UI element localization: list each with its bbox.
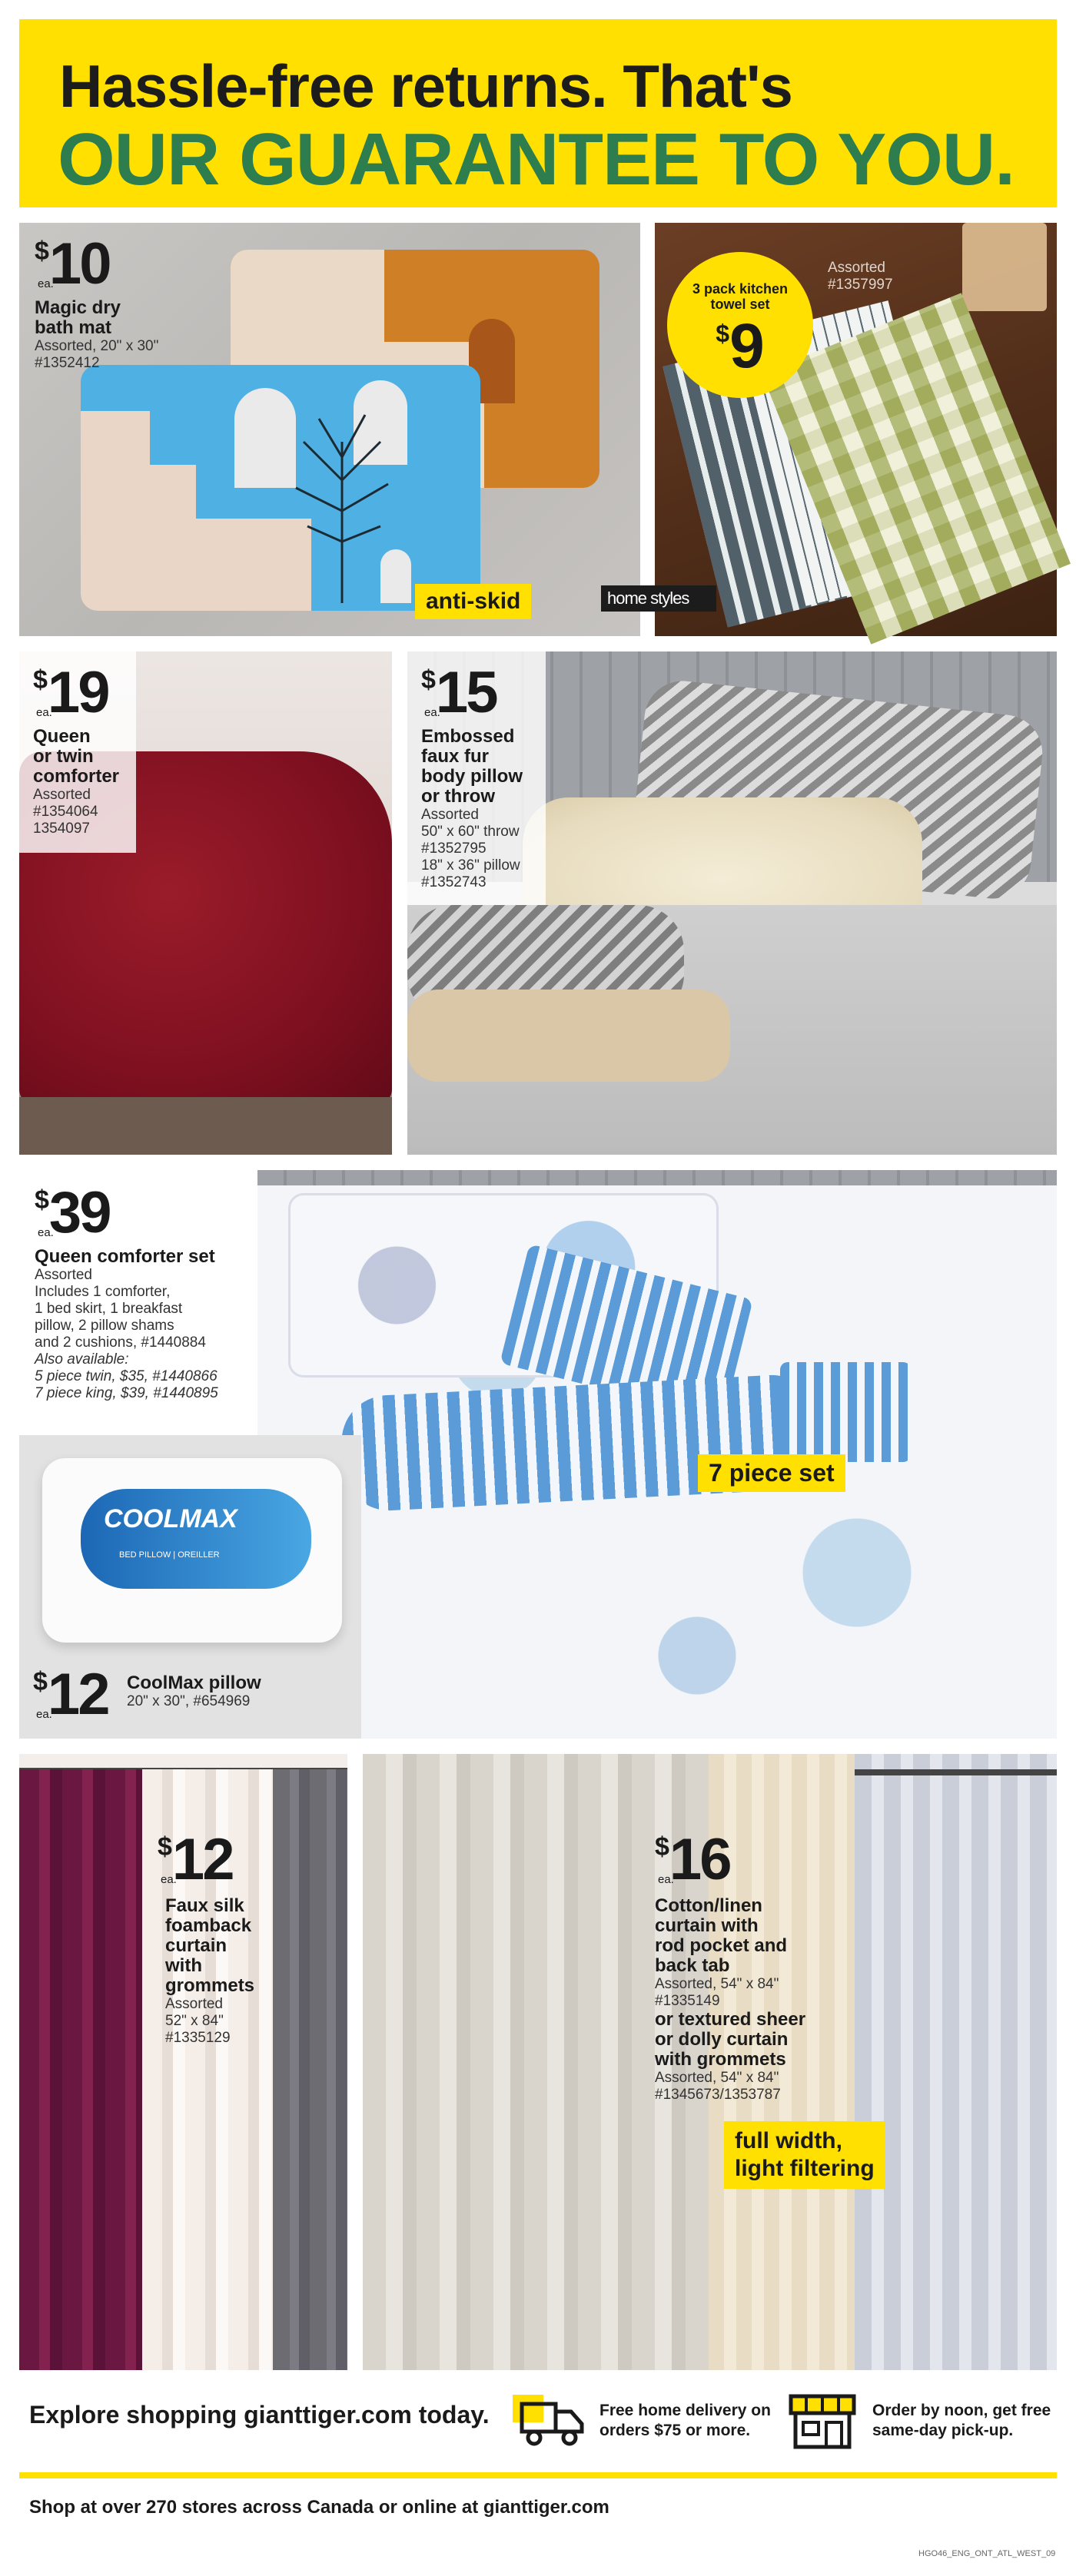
page-code: HGO46_ENG_ONT_ATL_WEST_09 xyxy=(918,2549,1056,2558)
guarantee-banner xyxy=(19,19,1057,207)
curtain2-price: $16 ea. xyxy=(655,1827,730,1892)
coolmax-pillow-panel[interactable] xyxy=(19,1435,361,1739)
full-width-tag: full width, light filtering xyxy=(724,2121,885,2189)
towel-price-badge: 3 pack kitchen towel set $9 xyxy=(667,252,813,398)
curtain1-info: Faux silk foamback curtain with grommets Assorted 52" x 84" #1335129 xyxy=(165,1895,255,2046)
curtain1-price: $12 ea. xyxy=(158,1827,233,1892)
purple-curtain-image xyxy=(19,1769,142,2378)
banner-line-1: Hassle-free returns. That's xyxy=(59,52,792,120)
kitchen-towels-panel[interactable] xyxy=(607,223,1057,636)
comforter-set-info: Queen comforter set Assorted Includes 1 comforter, 1 bed skirt, 1 breakfast pillow, 2 pillow shams and 2 cushions, #1440884 Also available: 5 piece twin, $35, #1440866 7 piece king, $39, #1440895 xyxy=(35,1246,218,1401)
anti-skid-tag: anti-skid xyxy=(415,584,531,619)
bath-mat-blue-image xyxy=(81,365,480,611)
body-pillow-panel[interactable] xyxy=(407,651,1057,1155)
pillow-price: $15 ea. xyxy=(421,660,496,725)
curtain2-rod-image xyxy=(855,1769,1057,1775)
palm-plant-icon xyxy=(288,411,396,603)
jar-image xyxy=(962,223,1047,311)
dolly-curtain-image xyxy=(855,1754,1057,2378)
folded-throw-image xyxy=(407,990,730,1082)
comforter-set-price: $39 ea. xyxy=(35,1180,110,1245)
small-cushion-image xyxy=(780,1362,911,1462)
store-pickup-icon xyxy=(788,2393,857,2451)
coolmax-info: CoolMax pillow 20" x 30", #654969 xyxy=(127,1673,261,1709)
delivery-truck-icon xyxy=(511,2393,588,2451)
grey-curtain-image xyxy=(273,1769,347,2378)
pickup-info: Order by noon, get free same-day pick-up. xyxy=(872,2402,1051,2439)
footer xyxy=(0,2370,1076,2470)
stores-text[interactable]: Shop at over 270 stores across Canada or online at gianttiger.com xyxy=(29,2497,609,2518)
coolmax-pillow-image: COOLMAX BED PILLOW | OREILLER xyxy=(42,1458,342,1643)
comforter-price: $19 ea. xyxy=(33,660,108,725)
seven-piece-set-tag: 7 piece set xyxy=(698,1454,845,1492)
faux-silk-curtain-panel[interactable] xyxy=(19,1754,347,2378)
towels-info: Assorted #1357997 xyxy=(828,260,893,293)
bath-mat-price: $10 ea. xyxy=(35,231,110,297)
footer-divider xyxy=(19,2472,1057,2478)
bath-mat-panel[interactable] xyxy=(19,223,640,636)
curtain2-info: Cotton/linen curtain with rod pocket and back tab Assorted, 54" x 84" #1335149 or textured sheer or dolly curtain with grommets Assorted, 54" x 84" #1345673/1353787 xyxy=(655,1895,806,2103)
coolmax-price: $12 ea. xyxy=(33,1662,108,1727)
comforter-panel[interactable] xyxy=(19,651,392,1155)
bath-mat-info: Magic dry bath mat Assorted, 20" x 30" #1352412 xyxy=(35,297,159,371)
pillow-info: Embossed faux fur body pillow or throw Assorted 50" x 60" throw #1352795 18" x 36" pillow #1352743 xyxy=(421,726,523,890)
home-styles-logo: home styles xyxy=(601,585,716,612)
comforter-info: Queen or twin comforter Assorted #1354064 1354097 xyxy=(33,726,120,837)
delivery-info: Free home delivery on orders $75 or more. xyxy=(599,2402,771,2439)
floor-image xyxy=(19,1097,392,1155)
cotton-linen-curtain-panel[interactable] xyxy=(363,1754,1057,2378)
explore-text[interactable]: Explore shopping gianttiger.com today. xyxy=(29,2401,490,2428)
banner-line-2: OUR GUARANTEE TO YOU. xyxy=(58,118,1015,201)
